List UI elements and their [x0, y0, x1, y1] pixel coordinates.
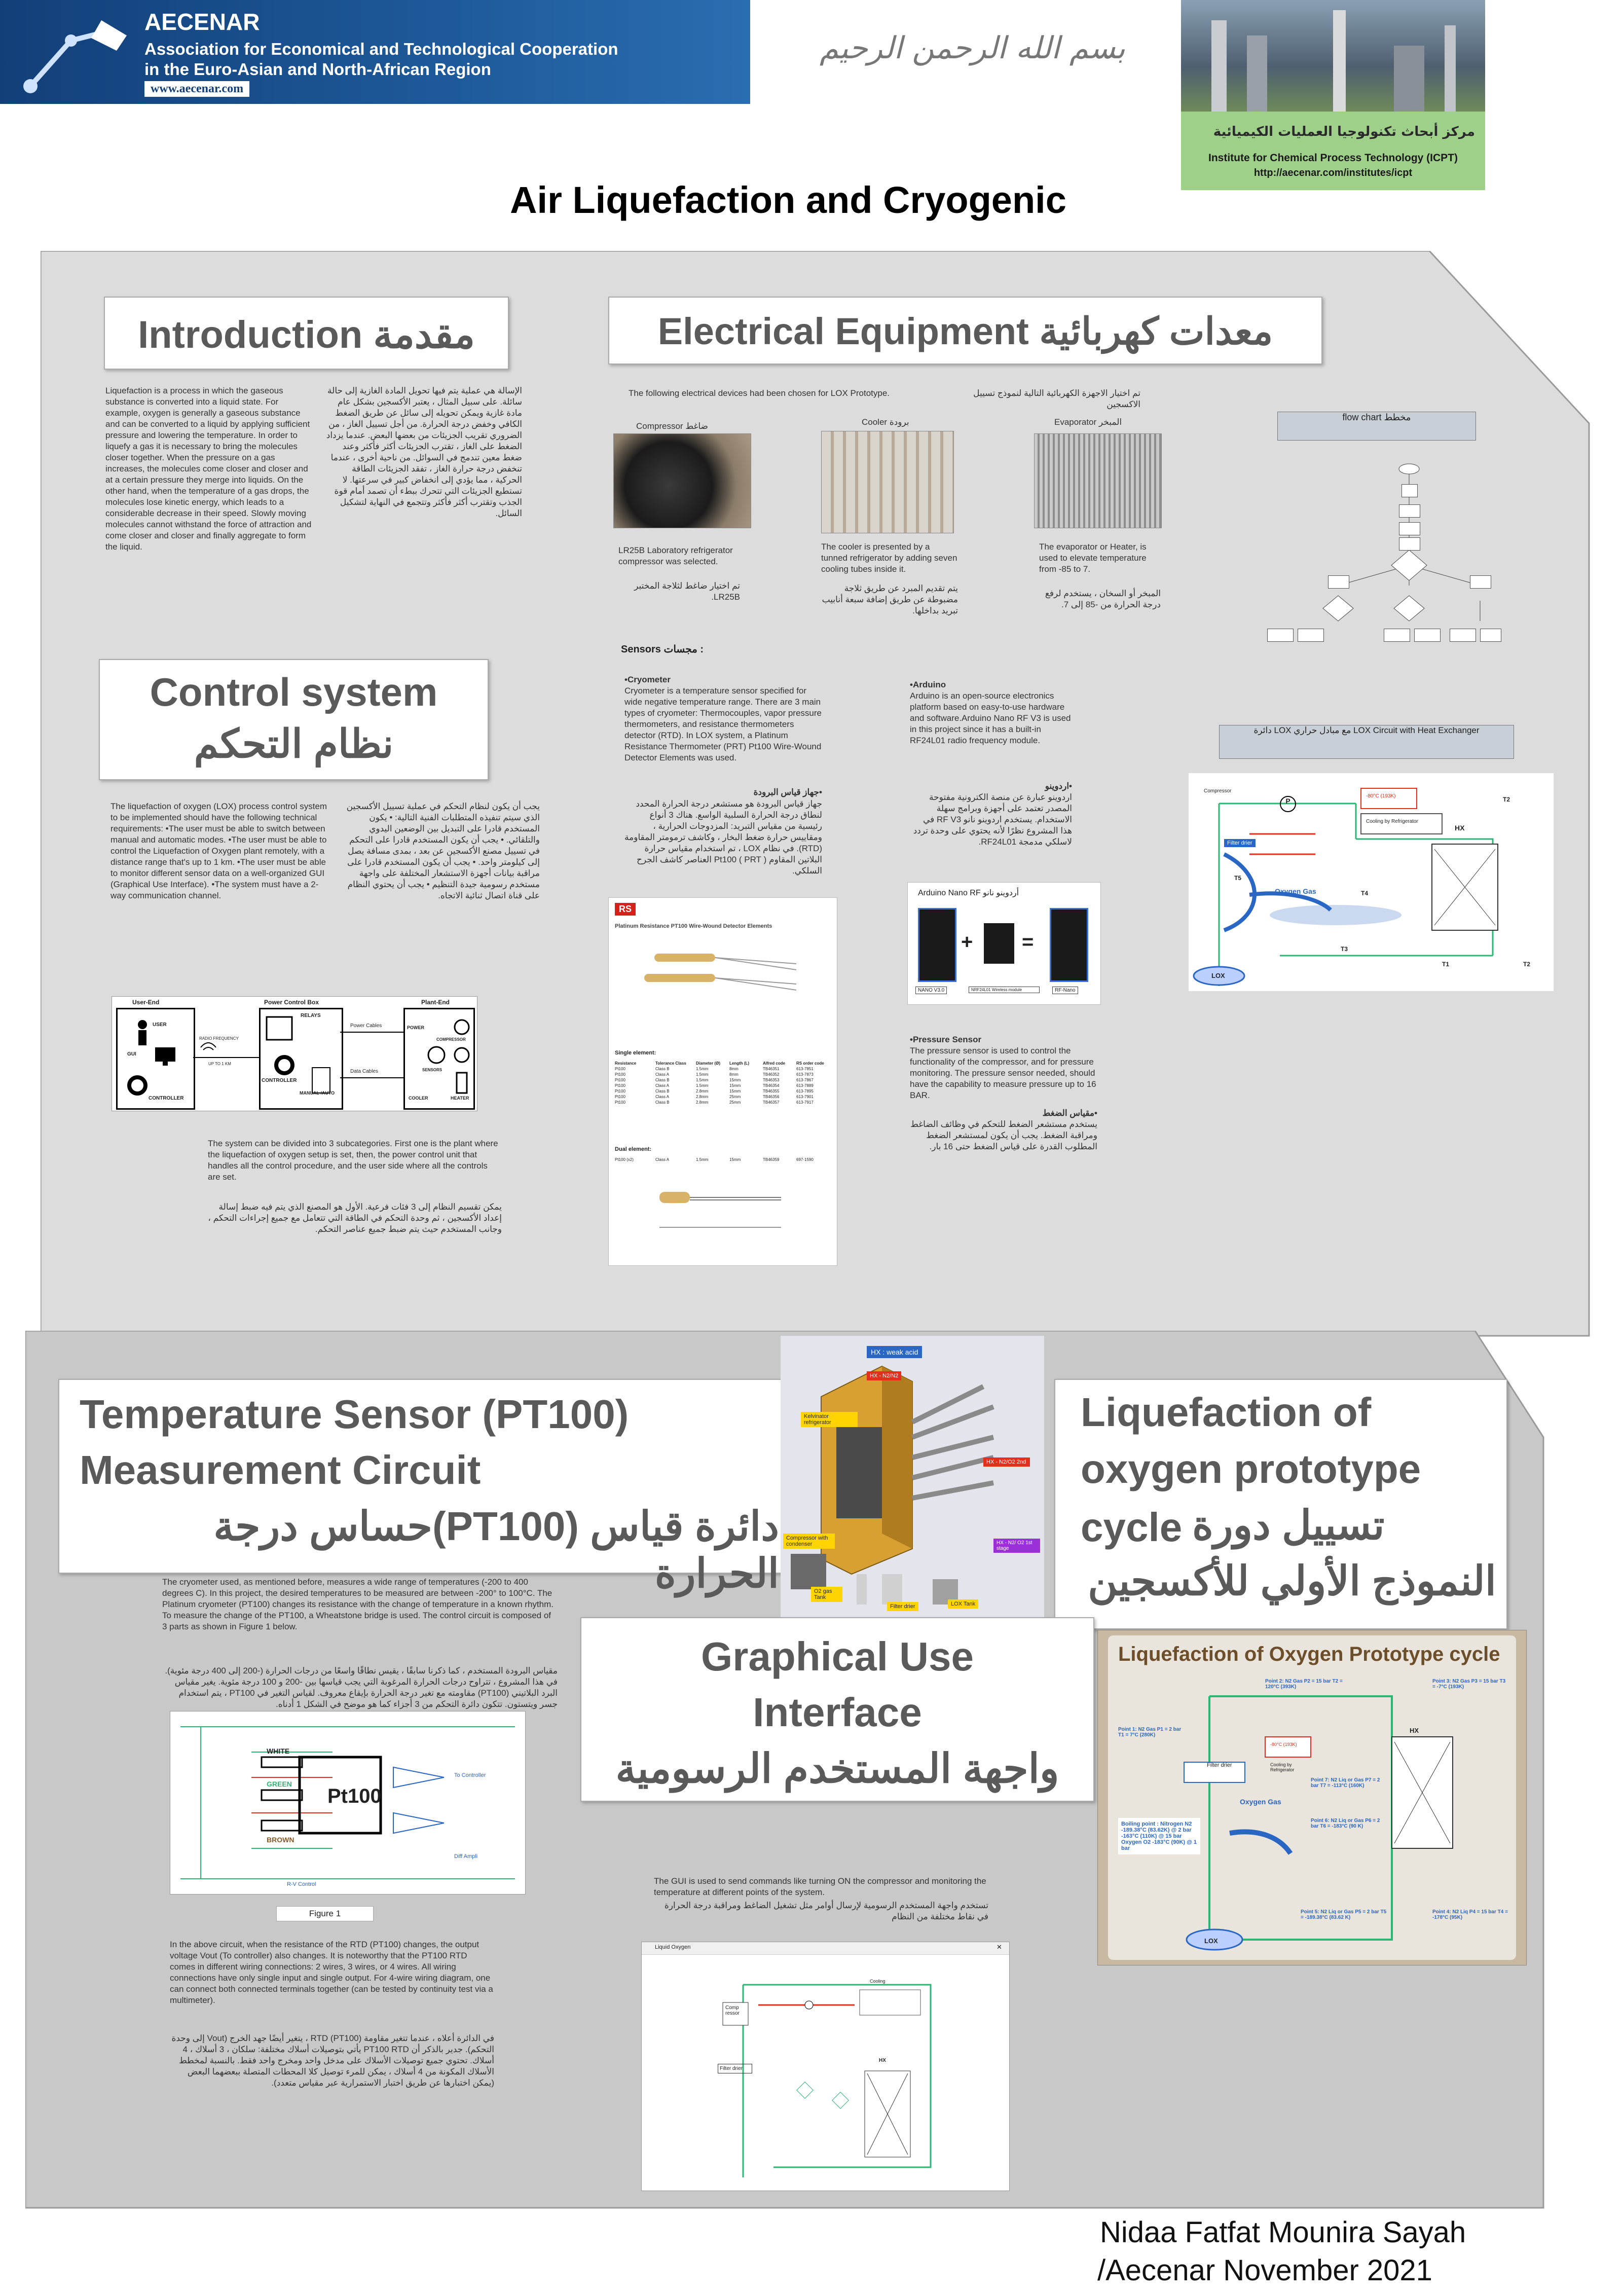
- footer-authors: Nidaa Fatfat Mounira Sayah: [1100, 2216, 1466, 2249]
- table-cell: 697-1590: [796, 1157, 814, 1162]
- lox-label: Compressor: [1204, 788, 1232, 794]
- gui-screenshot-window: [641, 1942, 1010, 2191]
- org-line1: Association for Economical and Technological Cooperation: [144, 40, 618, 58]
- icpt-logo: [1181, 0, 1485, 190]
- prototype-3d-model: [781, 1336, 1044, 1617]
- table-cell: Resistance: [615, 1061, 637, 1066]
- compressor-label: Compressor ضاغط: [636, 421, 708, 431]
- evaporator-text-en: The evaporator or Heater, is used to elevate temperature from -85 to 7.: [1039, 542, 1147, 574]
- sensors-label: Sensors مجسات :: [621, 644, 704, 655]
- to-controller-label: To Controller: [454, 1772, 486, 1778]
- pt100-circuit-figure: [170, 1711, 526, 1894]
- table-cell: Pt100 (x2): [615, 1157, 634, 1162]
- table-cell: 613-7895: [796, 1089, 814, 1094]
- flow-node: [1328, 575, 1349, 589]
- lox-label: P: [1280, 796, 1296, 812]
- table-cell: 1.5mm: [696, 1157, 709, 1162]
- arduino-image-label: Arduino Nano RF أردوينو نانو: [918, 889, 1019, 897]
- flow-node: [1399, 537, 1420, 551]
- table-row: [615, 1100, 833, 1105]
- plus-sign: +: [961, 931, 973, 953]
- diagram-icons: [112, 997, 477, 1111]
- temp-heading-l1: Temperature Sensor (PT100): [80, 1392, 629, 1437]
- lox-circuit-lines: [1189, 773, 1554, 991]
- table-cell: 15mm: [729, 1083, 741, 1088]
- table-cell: 613-7873: [796, 1072, 814, 1077]
- control-heading-ar: نظام التحكم: [194, 721, 394, 766]
- flow-node: [1450, 629, 1476, 642]
- equals-sign: =: [1022, 931, 1034, 953]
- table-row: [615, 1078, 833, 1082]
- gui-text-ar: تستخدم واجهة المستخدم الرسومية لإرسال أوامر مثل تشغيل الضاغط ومراقبة درجة الحرارة في نقاط مختلفة من النظام: [664, 1901, 988, 1921]
- arduino-title-ar: •اردوينو: [1045, 781, 1072, 791]
- cycle-label: Cooling by Refrigerator: [1270, 1762, 1295, 1772]
- lox-label: T2: [1523, 961, 1531, 968]
- control-text2-ar: يمكن تقسيم النظام إلى 3 فئات فرعية. الأول هو المصنع الذي يتم فيه ضبط إسالة إعداد الأكسجين ، ثم وحدة التحكم في الطاقة التي تتعامل مع جميع إجراءات التحكم ، وجانب المستخدم حيث يتم ضبط جميع عناصر التحكم.: [208, 1202, 502, 1234]
- table-cell: TB46354: [763, 1083, 780, 1088]
- org-url[interactable]: www.aecenar.com: [144, 81, 249, 97]
- aecenar-logo-banner: [0, 0, 750, 104]
- flow-node: [1480, 629, 1501, 642]
- cooler-text-en: The cooler is presented by a tunned refrigerator by adding seven cooling tubes inside it.: [821, 542, 957, 574]
- electrical-heading-box: [608, 297, 1322, 365]
- cooler-text-ar: يتم تقديم المبرد عن طريق ثلاجة مضبوطة عن طريق إضافة سبعة أنابيب تبريد بداخلها.: [822, 584, 958, 615]
- controller-label-box: CONTROLLER: [262, 1078, 297, 1083]
- cooler-label: Cooler برودة: [862, 417, 909, 427]
- dual-row: [615, 1156, 833, 1163]
- compressor-text-ar: تم اختيار ضاغط لثلاجة المختبر LR25B.: [634, 581, 740, 602]
- control-text-ar: يجب أن يكون لنظام التحكم في عملية تسييل الأكسجين الذي سيتم تنفيذه المتطلبات الفنية التالية: • يكون المستخدم قادرا على التبديل بين الوضعين اليدوي والتلقائي. • يجب أن يكون المستخدم قادرا على التحكم في تسييل مصنع الأكسجين عن بعد ، بمدى مسافة يصل إلى كيلومتر واحد. • يجب أن يكون المستخدم قادرا على مراقبة بيانات أجهزة الاستشعار المختلفة على واجهة مستخدم رسومية جيدة التنظيم • يجب أن يحتوي النظام على قناة اتصال ثنائية الاتجاه.: [346, 801, 540, 900]
- cryometer-title-ar: •جهاز قياس البرودة: [753, 787, 822, 797]
- proto-label: HX - N2/O2 2nd: [983, 1457, 1030, 1467]
- table-cell: Class A: [655, 1095, 670, 1099]
- table-cell: 2.8mm: [696, 1089, 709, 1094]
- table-row: [615, 1083, 833, 1088]
- heater-label: HEATER: [451, 1096, 469, 1101]
- liq-heading-ar1: تسييل دورة: [1192, 1503, 1385, 1548]
- lox-label: T5: [1234, 874, 1242, 882]
- window-close-icon[interactable]: ✕: [997, 1944, 1002, 1951]
- cryometer-text-ar: جهاز قياس البرودة هو مستشعر درجة الحرارة المحدد لنطاق درجة الحرارة السلبية الواسع. هناك 3 أنواع رئيسية من مقياس التبريد: المزدوجات الحرارية ، ومقاييس حرارة ضغط البخار ، وكاشف ترمومتر المقاومة (RTD). في نظام LOX ، تم استخدام مقياس حرارة البلاتين المقاوم ( PRT ) Pt100 العناصر كاشف الجرح السلكي.: [624, 799, 822, 876]
- cycle-point: Point 6: N2 Liq or Gas P6 = 2 bar T6 = -183°C (90 K): [1311, 1818, 1380, 1829]
- table-cell: 1.5mm: [696, 1072, 709, 1077]
- single-element-label: Single element:: [615, 1050, 656, 1056]
- table-cell: TB46353: [763, 1078, 780, 1082]
- pt100-element-image: [629, 943, 812, 999]
- table-cell: Class B: [655, 1089, 670, 1094]
- cycle-title: Liquefaction of Oxygen Prototype cycle: [1118, 1643, 1500, 1665]
- table-cell: 25mm: [729, 1095, 741, 1099]
- cycle-point: Point 2: N2 Gas P2 = 15 bar T2 = 120°C (393K): [1265, 1679, 1343, 1690]
- icpt-url[interactable]: http://aecenar.com/institutes/icpt: [1253, 167, 1413, 178]
- intro-heading-box: [104, 297, 509, 370]
- gui-text-en: The GUI is used to send commands like turning ON the compressor and monitoring the temperature at different points of the system.: [654, 1876, 986, 1897]
- user-end-label: User-End: [132, 999, 160, 1006]
- liquefaction-cycle-photo: [1097, 1630, 1527, 1965]
- pressure-text-en: The pressure sensor is used to control the functionality of the compressor, and for pressure monitoring. The pressure sensor needed, should have the capability to measure pressure up to 16 BAR.: [910, 1046, 1096, 1100]
- temp-text2-ar: في الدائرة أعلاه ، عندما تتغير مقاومة RTD (PT100) ، يتغير أيضًا جهد الخرج (Vout إلى وحدة التحكم). جدير بالذكر أن PT100 RTD يأتي بتوصيلات أسلاك مختلفة: سلكان ، 3 أسلاك ، 4 أسلاك. تحتوي جميع توصيلات الأسلاك على مدخل واحد ومخرج واحد فقط. بالنسبة لمخطط الأسلاك المكونة من 4 أسلاك ، يمكن للمرء توصيل كلا المحطات المتصلة ببعضهما البعض (يمكن اختبارها عن طريق اختبار الاستمرارية عبر مقياس متعدد).: [171, 2033, 494, 2088]
- table-cell: Class B: [655, 1067, 670, 1071]
- gui-label: Cooling: [870, 1979, 886, 1984]
- datasheet-title: Platinum Resistance PT100 Wire-Wound Detector Elements: [615, 923, 772, 929]
- table-cell: Length (L): [729, 1061, 750, 1066]
- compressor-text-en: LR25B Laboratory refrigerator compressor was selected.: [618, 545, 733, 566]
- cycle-label: LOX: [1204, 1937, 1218, 1945]
- temp-text-en: The cryometer used, as mentioned before, measures a wide range of temperatures (-200 to 400 degrees C). In this project, the desired temperatures to be measured are between -200° to 100°C. The Platinum cryometer (PT100) changes its resistance with the change of temperature in a known rhythm. To measure the change of the PT100, a Wheatstone bridge is used. The control circuit is composed of 3 parts as shown in Figure 1 below.: [162, 1577, 554, 1631]
- proto-label: HX - N2/ O2 1st stage: [993, 1539, 1040, 1553]
- table-cell: TB46356: [763, 1095, 780, 1099]
- proto-label: Filter drier: [887, 1602, 918, 1611]
- table-cell: 613-7901: [796, 1095, 814, 1099]
- cycle-point: Point 4: N2 Liq P4 = 15 bar T4 = -178°C (95K): [1432, 1909, 1508, 1920]
- part-label: NRF24L01 Wireless module: [969, 987, 1040, 993]
- power-cables-label: Power Cables: [350, 1023, 382, 1029]
- pt100-datasheet: [608, 897, 837, 1266]
- power-label: POWER: [407, 1025, 425, 1030]
- part-label: RF-Nano: [1052, 987, 1078, 994]
- table-cell: Pt100: [615, 1067, 625, 1071]
- control-heading-box: [99, 659, 489, 780]
- sensors-label: SENSORS: [422, 1068, 442, 1072]
- evaporator-photo: [1034, 433, 1162, 528]
- table-cell: Class B: [655, 1078, 670, 1082]
- table-cell: 613-7917: [796, 1100, 814, 1105]
- temp-heading-ar: دائرة قياس (PT100)حساس درجة الحرارة: [213, 1504, 779, 1596]
- lox-label: Filter drier: [1224, 839, 1256, 847]
- table-cell: Class A: [655, 1157, 670, 1162]
- control-block-diagram: [112, 996, 477, 1111]
- flow-node: [1384, 629, 1410, 642]
- table-cell: 1.5mm: [696, 1078, 709, 1082]
- cycle-label: -80°C (193K): [1270, 1742, 1297, 1747]
- lox-label: T1: [1442, 961, 1450, 968]
- proto-label: LOX Tank: [948, 1599, 978, 1609]
- table-cell: 2.8mm: [696, 1095, 709, 1099]
- poster-title: Air Liquefaction and Cryogenic: [510, 179, 1066, 221]
- table-cell: 1.5mm: [696, 1083, 709, 1088]
- flow-chart-label-box: [1277, 412, 1476, 441]
- flow-node: [1399, 504, 1420, 518]
- table-header-row: [615, 1061, 833, 1066]
- table-cell: TB46359: [763, 1157, 780, 1162]
- table-cell: Tolerance Class: [655, 1061, 686, 1066]
- table-cell: Pt100: [615, 1072, 625, 1077]
- table-cell: 2.8mm: [696, 1100, 709, 1105]
- flow-node: [1414, 629, 1441, 642]
- relays-label: RELAYS: [301, 1013, 321, 1018]
- table-cell: Class A: [655, 1083, 670, 1088]
- basmala: بسم الله الرحمن الرحيم: [819, 30, 1125, 66]
- cycle-point: Point 1: N2 Gas P1 = 2 bar T1 = 7°C (280K): [1118, 1727, 1182, 1738]
- dual-element-label: Dual element:: [615, 1146, 652, 1152]
- table-cell: TB46357: [763, 1100, 780, 1105]
- table-cell: 613-7851: [796, 1067, 814, 1071]
- lox-label: T3: [1341, 945, 1348, 953]
- radio-label: RADIO FREQUENCY: [199, 1036, 239, 1041]
- lox-label: Oxygen Gas: [1275, 887, 1316, 895]
- table-cell: 15mm: [729, 1078, 741, 1082]
- liq-heading-ar2: النموذج الأولي للأكسجين: [1088, 1558, 1496, 1603]
- datasheet-table: [615, 1060, 833, 1106]
- compressor-label: COMPRESSOR: [436, 1037, 466, 1042]
- table-cell: Class A: [655, 1072, 670, 1077]
- proto-label: Compressor with condenser: [783, 1534, 835, 1549]
- gui-heading-l2: Interface: [753, 1690, 922, 1735]
- cooler-photo: [821, 431, 954, 533]
- table-cell: 15mm: [729, 1157, 741, 1162]
- proto-label: HX : weak acid: [867, 1346, 922, 1358]
- icpt-english-name: Institute for Chemical Process Technology (ICPT): [1208, 152, 1458, 164]
- prototype-3d-shapes: [781, 1336, 1044, 1617]
- lox-label: T2: [1503, 796, 1510, 803]
- flow-node: [1267, 629, 1294, 642]
- manual-label: MANUAL /AUTO: [300, 1090, 335, 1096]
- proto-label: Kelvinator refrigerator: [801, 1412, 858, 1427]
- cycle-point: Point 5: N2 Liq or Gas P5 = 2 bar T5 = -189.38°C (83.62 K): [1301, 1909, 1387, 1920]
- rf-nano-board: [1050, 908, 1088, 982]
- user-label: USER: [153, 1022, 167, 1028]
- intro-text-ar: الإسالة هي عملية يتم فيها تحويل المادة الغازية إلى حالة سائلة. على سبيل المثال ، يعتبر الأكسجين بشكل عام مادة غازية ويمكن تحويله إلى سائل عن طريق الضغط الكافي وخفض درجة الحرارة. من أجل تسييل الغاز ، من الضروري تقريب الجزيئات من بعضها البعض. عندما يزداد الضغط على الغاز ، تقترب الجزيئات أكثر فأكثر وعند ضغط معين تندمج في السوائل. من ناحية أخرى ، عندما تنخفض درجة حرارة الغاز ، تفقد الجزيئات الطاقة الحركية ، مما يؤدي إلى انخفاض كبير في سرعتها. لا تستطيع الجزيئات التي تتحرك ببطء أن تصمد أمام قوة الجذب وتقترب أكثر فأكثر وتتجمع في النهاية لتشكيل السائل.: [326, 386, 522, 518]
- data-cables-label: Data Cables: [350, 1069, 379, 1074]
- flow-node: [1399, 522, 1420, 535]
- boiling-point-note: Boiling point : Nitrogen N2 -189.38°C (83.62K) @ 2 bar -163°C (110K) @ 15 bar Oxygen O2 -183°C (90K) @ 1 bar: [1118, 1818, 1200, 1854]
- lox-label: -80°C (193K): [1366, 793, 1396, 799]
- temp-text2-en: In the above circuit, when the resistance of the RTD (PT100) changes, the output voltage Vout (To controller) also changes. It is noteworthy that the PT100 RTD comes in different wiring connections: 2 wires, 3 wires, or 4 wires. All wiring connections have only single input and single output. For 4-wire wiring diagram, one can connect both connected terminals together (can be tested by continuity test via a multimeter).: [170, 1940, 493, 2005]
- temp-heading-box: [58, 1379, 785, 1596]
- lox-label: HX: [1455, 824, 1465, 832]
- intro-heading: Introduction مقدمة: [138, 313, 475, 356]
- gui-window-title: Liquid Oxygen: [655, 1944, 691, 1950]
- electrical-heading: Electrical Equipment معدات كهربائية: [657, 310, 1273, 352]
- cooler-label: COOLER: [409, 1096, 428, 1101]
- table-cell: 15mm: [729, 1089, 741, 1094]
- pressure-text-ar: يستخدم مستشعر الضغط للتحكم في وظائف الضاغط ومراقبة الضغط. يجب أن يكون لمستشعر الضغط المطلوب القدرة على قياس الضغط حتى 16 بار.: [910, 1119, 1097, 1151]
- table-cell: TB46351: [763, 1067, 780, 1071]
- table-cell: Class B: [655, 1100, 670, 1105]
- wire-brown-label: BROWN: [267, 1836, 294, 1844]
- table-row: [615, 1072, 833, 1077]
- arduino-text-ar: اردوينو عبارة عن منصة الكترونية مفتوحة المصدر تعتمد على أجهزة وبرامج سهلة الاستخدام. يستخدم اردوينو نانو RF V3 في هذا المشروع نظرًا لأنه يحتوي على وحدة تردد لاسلكي مدمجة RF24L01.: [913, 792, 1072, 847]
- liquefaction-heading-box: [1054, 1379, 1507, 1629]
- temp-heading-l2: Measurement Circuit: [80, 1447, 481, 1492]
- gui-heading-l1: Graphical Use: [700, 1634, 974, 1679]
- gui-heading-box: [580, 1617, 1094, 1802]
- liq-heading-l3: cycle: [1081, 1505, 1183, 1550]
- table-cell: 8mm: [729, 1067, 739, 1071]
- table-cell: 1.5mm: [696, 1067, 709, 1071]
- proto-label: HX - N2/N2: [867, 1371, 901, 1380]
- pressure-title-ar: •مقياس الضغط: [1042, 1108, 1097, 1118]
- table-cell: RS order code: [796, 1061, 824, 1066]
- compressor-photo: [613, 433, 751, 528]
- gui-heading-ar: واجهة المستخدم الرسومية: [615, 1746, 1059, 1791]
- diff-ampli-label: Diff Ampli: [454, 1853, 478, 1860]
- cycle-point: Point 3: N2 Gas P3 = 15 bar T3 = -7°C (193K): [1432, 1679, 1506, 1690]
- part-label: NANO V3.0: [915, 987, 947, 994]
- liq-heading-l2: oxygen prototype: [1081, 1446, 1421, 1491]
- liq-heading-l1: Liquefaction of: [1081, 1390, 1372, 1435]
- temp-text-ar: مقياس البرودة المستخدم ، كما ذكرنا سابقًا ، يقيس نطاقًا واسعًا من درجات الحرارة (-200 إلى 400 درجة مئوية). في هذا المشروع ، تتراوح درجات الحرارة المرغوبة التي يجب قياسها بين -200 و 100 درجة مئوية. يغير مقياس البرد البلاتيني (PT100) مقاومته مع تغير درجة الحرارة بإيقاع معروف. لقياس التغير في PT100 ، يتم استخدام جسر ويتستون. تتكون دائرة التحكم من 3 أجزاء كما هو موضح في الشكل 1 أدناه.: [165, 1666, 558, 1709]
- pressure-title: •Pressure Sensor: [910, 1035, 982, 1044]
- arduino-image: [907, 882, 1101, 1005]
- table-cell: 8mm: [729, 1072, 739, 1077]
- table-cell: TB46355: [763, 1089, 780, 1094]
- evaporator-label: Evaporator المبخر: [1054, 417, 1122, 427]
- table-cell: Pt100: [615, 1083, 625, 1088]
- table-cell: 25mm: [729, 1100, 741, 1105]
- table-cell: 613-7867: [796, 1078, 814, 1082]
- gui-label: HX: [879, 2058, 886, 2063]
- rv-control-label: R-V Control: [287, 1881, 316, 1887]
- arduino-title: •Arduino: [910, 680, 946, 689]
- electrical-intro-ar: تم اختيار الاجهزة الكهربائية التالية لنموذج تسييل الاكسجين: [973, 388, 1140, 409]
- cycle-label: Oxygen Gas: [1240, 1798, 1281, 1806]
- lox-circuit-label: دائرة LOX مع مبادل حراري LOX Circuit with Heat Exchanger: [1253, 725, 1480, 735]
- gui-label: Filter drier: [718, 2064, 752, 2073]
- flow-node: [1298, 629, 1324, 642]
- table-row: [615, 1089, 833, 1094]
- table-cell: Pt100: [615, 1078, 625, 1082]
- power-box-label: Power Control Box: [264, 999, 319, 1006]
- plant-towers-icon: [1181, 0, 1485, 112]
- table-cell: TB46352: [763, 1072, 780, 1077]
- intro-text-en: Liquefaction is a process in which the gaseous substance is converted into a liquid state. For example, oxygen is generally a gaseous substance and can be converted to a liquid by applying sufficient pressure and lowering the temperature. In order to liquefy a gas it is necessary to bring the molecules closer together. When the pressure on a gas increases, the molecules come closer and closer and at a certain pressure they merge into liquids. On the other hand, when the temperature of a gas drops, the molecules lose kinetic energy, which leads to a considerable decrease in their speed. Slowly moving molecules cannot withstand the force of attraction and come closer and closer and finally aggregate to form the liquid.: [105, 386, 312, 552]
- flow-chart-label: flow chart مخطط: [1342, 412, 1411, 422]
- wire-white-label: WHITE: [267, 1747, 290, 1755]
- rs-logo: RS: [615, 903, 636, 916]
- org-line2: in the Euro-Asian and North-African Region: [144, 60, 491, 79]
- table-cell: Alfred code: [763, 1061, 786, 1066]
- flow-node: [1401, 484, 1418, 497]
- lox-circuit-label-box: [1219, 725, 1514, 759]
- cycle-point: Point 7: N2 Liq or Gas P7 = 2 bar T7 = -113°C (160K): [1311, 1777, 1380, 1789]
- gui-window-titlebar: [642, 1942, 1009, 1955]
- table-row: [615, 1157, 833, 1162]
- icpt-arabic-name: مركز أبحاث تكنولوجيا العمليات الكيميائية: [1213, 124, 1475, 139]
- wire-green-label: GREEN: [267, 1780, 292, 1788]
- flow-chart-diagram: [1257, 454, 1500, 667]
- org-name: AECENAR: [144, 9, 260, 35]
- arduino-text-en: Arduino is an open-source electronics platform based on easy-to-use hardware and software.Arduino Nano RF V3 is used in this project since it has a built-in RF24L01 radio frequency module.: [910, 691, 1071, 745]
- lamp-logo-icon: [10, 10, 132, 96]
- evaporator-text-ar: المبخر أو السخان ، يستخدم لرفع درجة الحرارة من -85 إلى 7.: [1045, 589, 1161, 609]
- pt100-label: Pt100: [327, 1785, 382, 1807]
- control-text2-en: The system can be divided into 3 subcategories. First one is the plant where the liquefaction of oxygen setup is set, then, the power control unit that handles all the control procedure, and the user side where all the controls are set.: [208, 1139, 498, 1182]
- plant-end-label: Plant-End: [421, 999, 450, 1006]
- controller-label-user: CONTROLLER: [149, 1096, 184, 1101]
- gui-diagram-lines: [642, 1954, 1009, 2191]
- table-cell: Pt100: [615, 1089, 625, 1094]
- range-label: UP TO 1 KM: [208, 1062, 231, 1066]
- electrical-intro-en: The following electrical devices had been chosen for LOX Prototype.: [629, 388, 890, 398]
- cycle-label: Filter drier: [1207, 1762, 1232, 1768]
- table-row: [615, 1067, 833, 1071]
- lox-label: Cooling by Refrigerator: [1366, 819, 1418, 824]
- nano-board: [918, 908, 956, 982]
- gui-label: GUI: [127, 1051, 136, 1057]
- table-row: [615, 1095, 833, 1099]
- cryometer-text-en: Cryometer is a temperature sensor specified for wide negative temperature range. There are 3 main types of cryometer: Thermocouples, vapor pressure thermometers, and resistance thermometers detector (RTD). In LOX system, a Platinum Resistance Thermometer (PRT) Pt100 Wire-Wound Detector Elements was used.: [624, 686, 822, 762]
- cryometer-title: •Cryometer: [624, 675, 671, 684]
- nrf-module: [984, 923, 1014, 964]
- lox-label: LOX: [1211, 972, 1225, 979]
- control-text-en: The liquefaction of oxygen (LOX) process control system to be implemented should have the following technical requirements: •The user must be able to switch between manual and automatic modes. •The user must be able to control the Liquefaction of Oxygen plant remotely, with a distance range that's up to 1 km. •The user must be able to monitor different sensor data on a well-organized GUI (Graphical Use Interface). •The system must have a 2-way communication channel.: [110, 801, 327, 900]
- table-cell: Diameter (Ø): [696, 1061, 721, 1066]
- table-cell: Pt100: [615, 1100, 625, 1105]
- table-cell: 613-7889: [796, 1083, 814, 1088]
- flow-node: [1470, 575, 1491, 589]
- lox-label: T4: [1361, 890, 1369, 897]
- table-cell: Pt100: [615, 1095, 625, 1099]
- gui-label: Comp ressor: [725, 2005, 740, 2016]
- control-heading-en: Control system: [150, 670, 438, 714]
- pt100-drawing: [649, 1182, 801, 1258]
- figure-caption: Figure 1: [276, 1906, 374, 1921]
- footer-org-date: /Aecenar November 2021: [1097, 2254, 1432, 2287]
- cycle-label: HX: [1410, 1727, 1419, 1734]
- lox-circuit-diagram: [1189, 773, 1554, 991]
- proto-label: O2 gas Tank: [811, 1587, 842, 1602]
